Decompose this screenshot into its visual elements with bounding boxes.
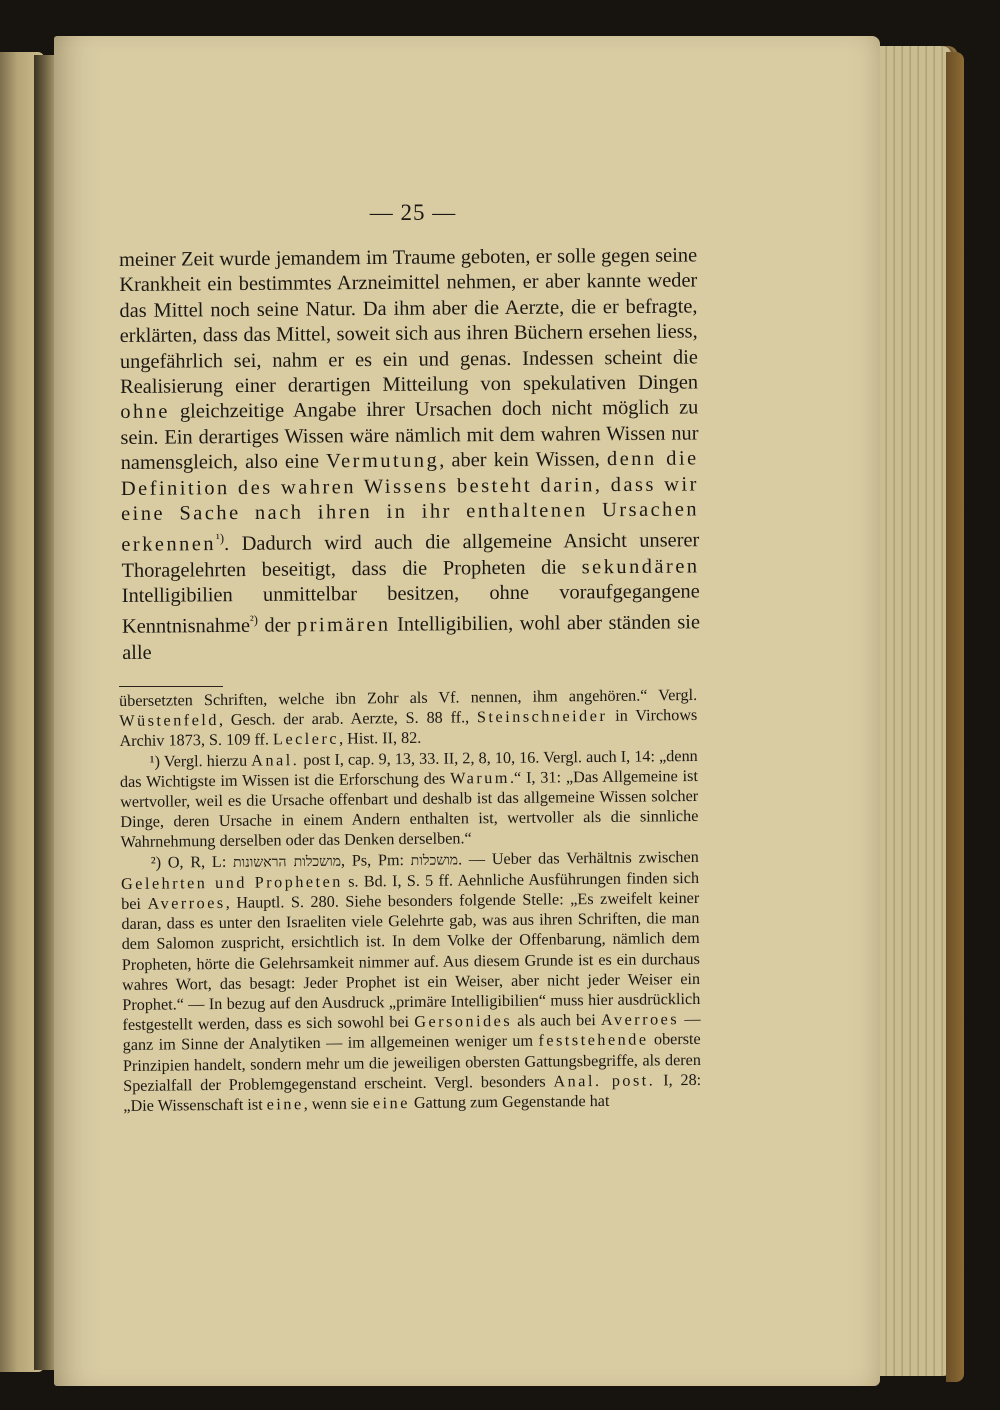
footnotes <box>119 685 701 1116</box>
text-run: , wenn sie <box>303 1094 373 1114</box>
footnote-2 <box>121 847 702 1117</box>
spaced-emphasis-text: Wüstenfeld <box>119 711 220 731</box>
hebrew-text: מושכלות הראשונות <box>232 853 342 871</box>
main-text <box>119 243 700 666</box>
spaced-emphasis-text: Averroes <box>147 894 226 913</box>
footnote-marker: ¹) <box>215 531 225 546</box>
page-block-edges <box>872 46 952 1376</box>
spaced-emphasis-text: ohne <box>120 401 171 424</box>
book-cover-edge <box>946 52 964 1382</box>
footnote-continuation <box>119 685 698 752</box>
text-run: übersetzten Schriften, welche ibn Zohr als Vf. nennen, ihm angehören.“ Vergl. <box>119 686 698 711</box>
text-run: , Gesch. der arab. Aerzte, S. 88 ff., <box>218 708 478 730</box>
text-run: als auch bei <box>512 1011 602 1031</box>
spaced-emphasis-text: Gersonides <box>414 1012 513 1032</box>
text-run: , Hist. II, 82. <box>338 729 422 749</box>
text-run: , Ps, Pm: <box>340 850 411 870</box>
footnote-1 <box>120 746 699 853</box>
text-run: ²) O, R, L: <box>150 852 234 872</box>
page-number: — 25 — <box>369 200 457 225</box>
spaced-emphasis-text: Anal. <box>251 750 300 770</box>
text-run: . Dadurch wird auch die allgemeine Ansicht unserer Thoragelehrten beseitigt, dass die Propheten die <box>121 529 700 582</box>
text-run: — ganz im Sinne der Analytiken — im allgemeinen weniger um <box>122 1010 701 1055</box>
text-run: in Virchows Archiv 1873, S. 109 ff. <box>119 706 698 751</box>
spaced-emphasis-text: eine <box>372 1094 410 1113</box>
spaced-emphasis-text: feststehende <box>538 1031 649 1051</box>
text-run: meiner Zeit wurde jemandem im Traume geboten, er solle gegen seine Krankheit ein bestimmtes Arzneimittel nehmen, er aber kannte weder das Mittel noch seine Natur. Da ihm aber die Aerzte, die er befragte, erklärten, dass das Mittel, soweit sich aus ihren Büchern ersehen liess, ungefährlich sei, nahm er es ein und genas. Indessen scheint die Realisierung einer derartigen Mitteilung von spekulativen Dingen <box>119 244 699 399</box>
text-run: , aber kein Wissen, <box>439 448 608 472</box>
footnote-marker: ²) <box>249 613 258 628</box>
spaced-emphasis-text: Leclerc <box>272 730 340 749</box>
text-run: s. Bd. I, S. 5 ff. Aehnliche Ausführungen finden sich bei <box>121 868 700 914</box>
book-gutter <box>34 55 56 1370</box>
spaced-emphasis-text: Vermutung <box>326 449 440 473</box>
spaced-emphasis-text: eine <box>266 1095 304 1114</box>
page-content <box>119 200 702 1116</box>
text-run: Intelligibilien, wohl aber ständen sie alle <box>122 611 701 664</box>
text-run: post I, cap. 9, 13, 33. II, 2, 8, 10, 16. Vergl. auch I, 14: „denn das Wichtigste im Wissen ist die Erforschung des <box>119 746 698 791</box>
text-run: Gattung zum Gegenstande hat <box>409 1092 610 1113</box>
spaced-emphasis-text: Averroes <box>600 1010 680 1030</box>
text-run: I, 28: „Die Wissenschaft ist <box>123 1070 702 1116</box>
spaced-emphasis-text: Gelehrten und Propheten <box>120 872 343 893</box>
text-run: oberste Prinzipien handelt, sondern mehr um die jeweiligen obersten Gattungsbegriffe, als deren Spezialfall der Problemgegenstand erscheint. Vergl. besonders <box>122 1030 701 1095</box>
spaced-emphasis-text: sekundären <box>581 555 700 579</box>
text-run: .“ I, 31: „Das Allgemeine ist wertvoller, weil es die Ursache offenbart und deshalb ist das allgemeine Wissen solcher Dinge, deren Ursache in einem Andern enthalten ist, wertvoller als die sinnliche Wahrnehmung derselben oder das Denken derselben.“ <box>120 766 699 852</box>
text-run: gleichzeitige Angabe ihrer Ursachen doch nicht möglich zu sein. Ein derartiges Wissen wäre nämlich mit dem wahren Wissen nur namensgleich, also eine <box>120 396 699 475</box>
spaced-emphasis-text: denn die Definition des wahren Wissens besteht darin, dass wir eine Sache nach ihren in ihr enthaltenen Ursachen erkennen <box>120 447 700 557</box>
text-run: Intelligibilien unmittelbar besitzen, ohne voraufgegangene Kenntnisnahme <box>121 580 700 639</box>
text-run: . — Ueber das Verhältnis zwischen <box>457 847 699 869</box>
text-run: ¹) Vergl. hierzu <box>149 751 252 771</box>
spaced-emphasis-text: Steinschneider <box>476 707 608 727</box>
spaced-emphasis-text: primären <box>296 614 391 637</box>
spaced-emphasis-text: Warum <box>450 768 511 788</box>
spaced-emphasis-text: Anal. post. <box>553 1071 656 1091</box>
text-run: , Hauptl. S. 280. Siehe besonders folgende Stelle: „Es zweifelt keiner daran, dass es unter den Israeliten viele Gelehrte gab, was aus ihren Schriften, die man dem Salomon zuspricht, ersichtlich ist. In dem Volke der Offenbarung, nämlich dem Propheten, hörte die Gelehrsamkeit nimmer auf. Aus diesem Grunde ist es ein durchaus wahres Wort, das besagt: Jeder Prophet ist ein Weiser, aber nicht jeder Weiser ein Prophet.“ — In bezug auf den Ausdruck „primäre Intelligibilien“ muss hier ausdrücklich festgestellt werden, dass es sich sowohl bei <box>121 889 701 1035</box>
text-run: der <box>257 614 298 638</box>
hebrew-text: מושכלות <box>410 852 459 869</box>
footnote-separator <box>119 686 223 687</box>
